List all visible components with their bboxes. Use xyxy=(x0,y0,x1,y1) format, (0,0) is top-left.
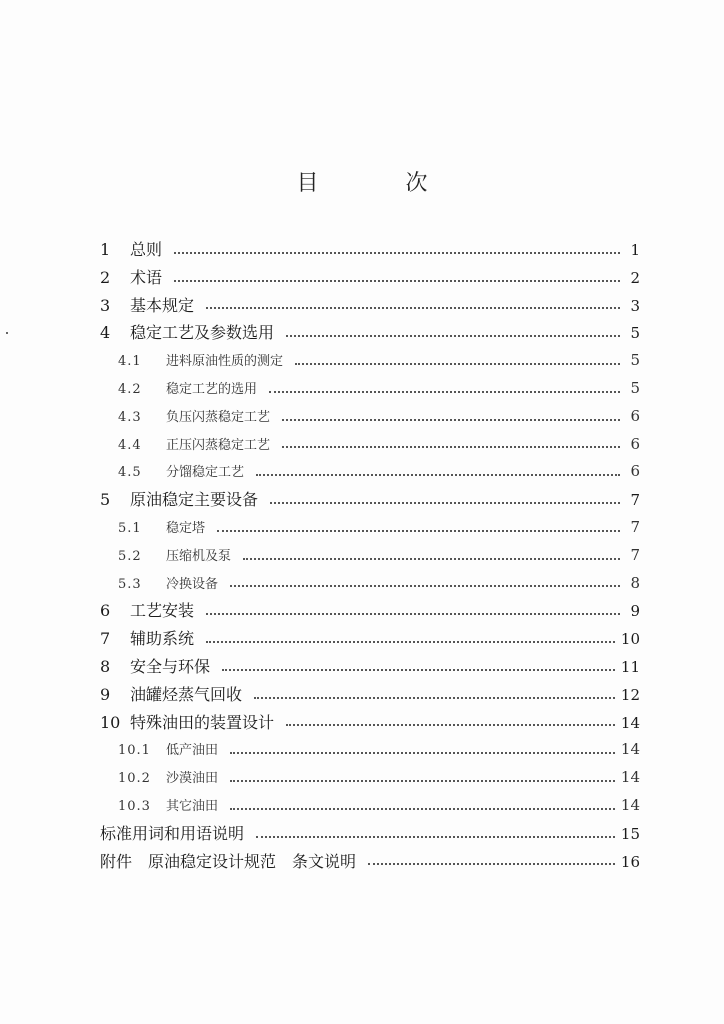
dot-leader xyxy=(286,724,615,726)
toc-entry-number: 4.2 xyxy=(118,381,142,397)
toc-subentry[interactable] xyxy=(100,458,640,486)
toc-entry-label: 正压闪蒸稳定工艺 xyxy=(166,437,271,453)
toc-entry-page-number: 14 xyxy=(620,768,640,787)
toc-entry-number: 5 xyxy=(100,490,111,510)
toc-entry[interactable] xyxy=(100,820,640,848)
dot-leader xyxy=(270,502,620,504)
dot-leader xyxy=(295,363,620,365)
dot-leader xyxy=(230,585,620,587)
toc-entry-label: 进料原油性质的测定 xyxy=(166,354,284,370)
toc-entry-number: 5.2 xyxy=(118,548,142,564)
toc-entry-number: 2 xyxy=(100,267,111,287)
toc-entry[interactable] xyxy=(100,319,640,347)
toc-entry-page-number: 6 xyxy=(630,406,640,425)
toc-entry-page-number: 14 xyxy=(620,795,640,814)
toc-entry-label: 稳定工艺的选用 xyxy=(166,381,258,397)
dot-leader xyxy=(230,808,615,810)
dot-leader xyxy=(254,697,615,699)
toc-entry-page-number: 12 xyxy=(620,685,640,704)
toc-entry-label: 安全与环保 xyxy=(130,656,211,676)
toc-entry-number: 4.3 xyxy=(118,409,142,425)
table-of-contents xyxy=(100,236,640,875)
toc-subentry[interactable] xyxy=(100,570,640,598)
toc-subentry[interactable] xyxy=(100,347,640,375)
dot-leader xyxy=(230,780,615,782)
toc-entry-label: 其它油田 xyxy=(166,798,219,814)
toc-entry-number: 7 xyxy=(100,629,111,649)
toc-entry-page-number: 2 xyxy=(630,268,640,287)
toc-subentry[interactable] xyxy=(100,375,640,403)
dot-leader xyxy=(286,335,620,337)
toc-entry-label: 压缩机及泵 xyxy=(166,548,232,564)
toc-entry-page-number: 15 xyxy=(620,824,640,843)
dot-leader xyxy=(230,752,615,754)
toc-subentry[interactable] xyxy=(100,764,640,792)
toc-entry-number: 10 xyxy=(100,712,121,732)
toc-entry-page-number: 14 xyxy=(620,740,640,759)
dot-leader xyxy=(217,530,620,532)
toc-entry-number: 6 xyxy=(100,601,111,621)
toc-entry-number: 4.5 xyxy=(118,465,142,481)
toc-entry-label: 稳定工艺及参数选用 xyxy=(130,323,275,343)
toc-entry-label: 油罐烃蒸气回收 xyxy=(130,684,243,704)
toc-entry-label: 冷换设备 xyxy=(166,576,219,592)
toc-entry[interactable] xyxy=(100,597,640,625)
toc-title: 目 次 xyxy=(296,171,468,196)
toc-entry-label: 辅助系统 xyxy=(130,629,195,649)
dot-leader xyxy=(174,280,620,282)
toc-entry-label: 沙漠油田 xyxy=(166,771,219,787)
toc-entry-label: 负压闪蒸稳定工艺 xyxy=(166,409,271,425)
toc-entry-page-number: 14 xyxy=(620,713,640,732)
toc-entry[interactable] xyxy=(100,236,640,264)
toc-subentry[interactable] xyxy=(100,403,640,431)
toc-entry[interactable] xyxy=(100,292,640,320)
toc-entry-number: 1 xyxy=(100,240,111,259)
toc-entry-number: 3 xyxy=(100,295,111,315)
toc-entry-number: 8 xyxy=(100,656,111,676)
toc-entry-page-number: 9 xyxy=(630,602,640,621)
dot-leader xyxy=(206,307,620,309)
dot-leader xyxy=(222,669,615,671)
dot-leader xyxy=(206,641,615,643)
dot-leader xyxy=(269,391,620,393)
toc-entry-label: 原油稳定主要设备 xyxy=(130,490,259,510)
toc-entry-page-number: 3 xyxy=(630,296,640,315)
dot-leader xyxy=(206,613,620,615)
dot-leader xyxy=(243,558,620,560)
toc-entry-number: 5.3 xyxy=(118,576,142,592)
toc-entry-label: 分馏稳定工艺 xyxy=(166,465,245,481)
toc-entry[interactable] xyxy=(100,625,640,653)
toc-entry-number: 10.1 xyxy=(118,743,151,759)
toc-entry-label: 标准用词和用语说明 xyxy=(100,823,245,843)
dot-leader xyxy=(368,863,615,865)
toc-entry-label: 基本规定 xyxy=(130,295,195,315)
toc-entry-number: 4.1 xyxy=(118,354,142,370)
toc-entry-page-number: 6 xyxy=(630,434,640,453)
toc-entry-page-number: 7 xyxy=(630,545,640,564)
toc-entry-page-number: 5 xyxy=(630,351,640,370)
toc-entry-number: 4 xyxy=(100,323,111,343)
toc-subentry[interactable] xyxy=(100,514,640,542)
dot-leader xyxy=(174,252,620,254)
toc-entry-label: 术语 xyxy=(130,267,163,287)
toc-subentry[interactable] xyxy=(100,792,640,820)
toc-entry[interactable] xyxy=(100,709,640,737)
toc-entry[interactable] xyxy=(100,848,640,876)
toc-entry-number: 9 xyxy=(100,684,111,704)
toc-entry-number: 5.1 xyxy=(118,520,142,536)
toc-entry-label: 总则 xyxy=(130,240,163,259)
toc-entry-page-number: 1 xyxy=(630,241,640,259)
toc-entry-page-number: 5 xyxy=(630,324,640,343)
toc-entry[interactable] xyxy=(100,264,640,292)
toc-entry-page-number: 16 xyxy=(620,852,640,871)
toc-entry-label: 低产油田 xyxy=(166,743,219,759)
dot-leader xyxy=(282,419,620,421)
toc-entry-label: 工艺安装 xyxy=(130,601,195,621)
toc-entry[interactable] xyxy=(100,681,640,709)
toc-entry[interactable] xyxy=(100,486,640,514)
toc-entry-label: 特殊油田的装置设计 xyxy=(130,712,275,732)
toc-entry-page-number: 7 xyxy=(630,491,640,510)
toc-subentry[interactable] xyxy=(100,542,640,570)
toc-entry-page-number: 10 xyxy=(620,630,640,649)
toc-entry-page-number: 6 xyxy=(630,462,640,481)
toc-entry-label: 稳定塔 xyxy=(166,520,206,536)
toc-entry-label: 附件 原油稳定设计规范 条文说明 xyxy=(100,851,357,871)
toc-entry-number: 4.4 xyxy=(118,437,142,453)
dot-leader xyxy=(282,446,620,448)
toc-entry[interactable] xyxy=(100,653,640,681)
scan-artifact xyxy=(6,332,8,334)
toc-entry-page-number: 5 xyxy=(630,378,640,397)
toc-entry-page-number: 11 xyxy=(620,657,640,676)
toc-entry-page-number: 7 xyxy=(630,517,640,536)
toc-entry-number: 10.2 xyxy=(118,771,151,787)
toc-entry-page-number: 8 xyxy=(630,573,640,592)
toc-entry-number: 10.3 xyxy=(118,798,151,814)
dot-leader xyxy=(256,474,620,476)
toc-subentry[interactable] xyxy=(100,431,640,459)
dot-leader xyxy=(256,836,615,838)
toc-subentry[interactable] xyxy=(100,736,640,764)
